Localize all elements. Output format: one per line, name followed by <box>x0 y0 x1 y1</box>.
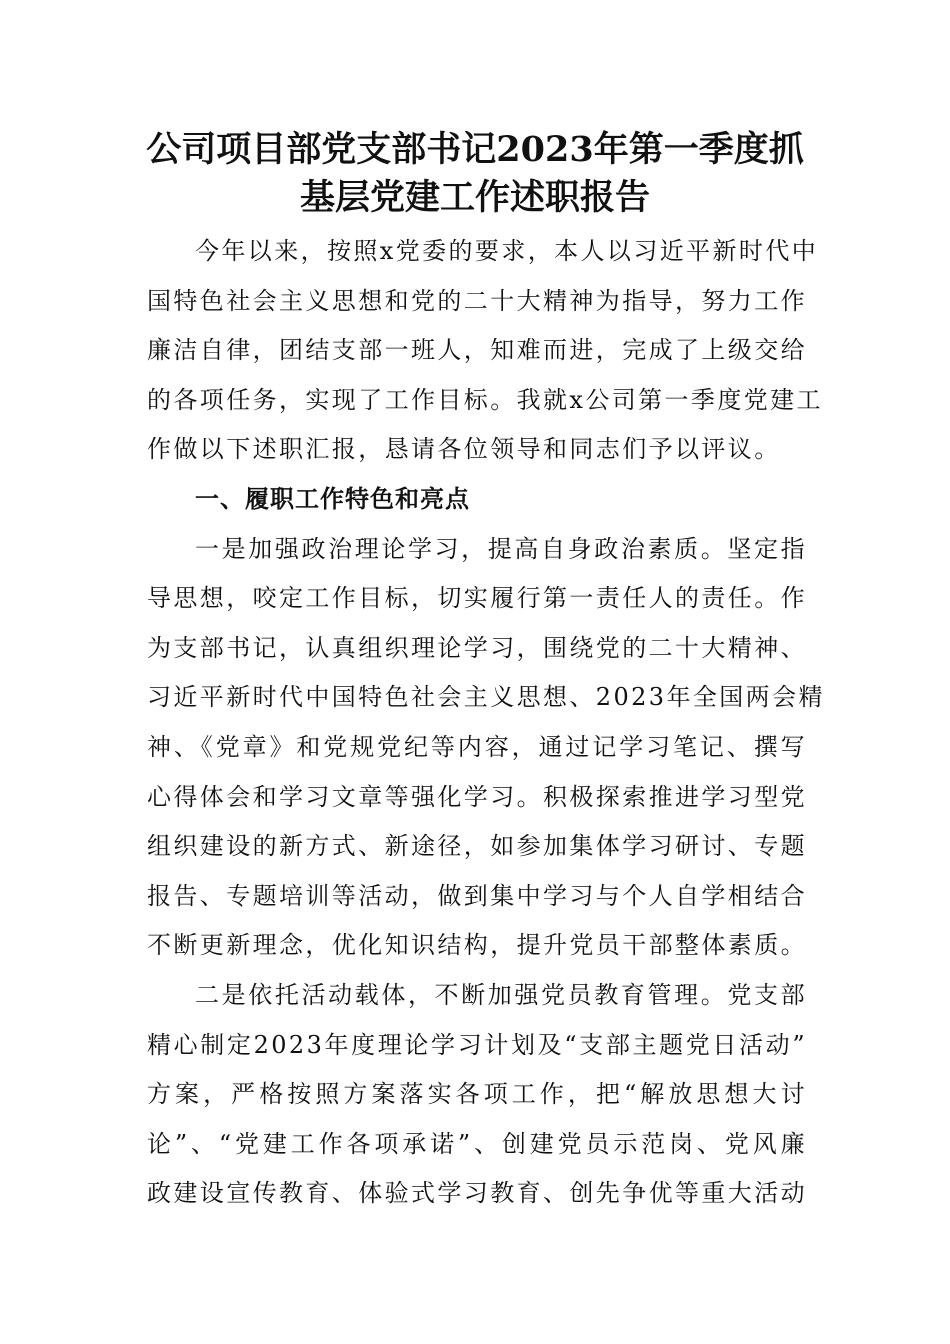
document-title <box>130 126 820 222</box>
text-line: 习近平新时代中国特色社会主义思想、2023年全国两会精 <box>147 683 825 712</box>
title-line-1: 公司项目部党支部书记2023年第一季度抓 <box>146 129 804 170</box>
text-line: 心得体会和学习文章等强化学习。积极探索推进学习型党 <box>147 782 807 811</box>
text-line: 国特色社会主义思想和党的二十大精神为指导，努力工作 <box>147 286 807 315</box>
text-line: 为支部书记，认真组织理论学习，围绕党的二十大精神、 <box>147 633 807 662</box>
text-line: 一是加强政治理论学习，提高自身政治素质。坚定指 <box>195 534 807 563</box>
text-line: 报告、专题培训等活动，做到集中学习与个人自学相结合 <box>147 881 807 910</box>
text-line: 政建设宣传教育、体验式学习教育、创先争优等重大活动 <box>147 1179 807 1208</box>
text-line: 精心制定2023年度理论学习计划及“支部主题党日活动” <box>147 1030 807 1059</box>
text-line: 二是依托活动载体，不断加强党员教育管理。党支部 <box>195 980 807 1009</box>
text-line: 今年以来，按照x党委的要求，本人以习近平新时代中 <box>195 237 819 265</box>
text-line: 导思想，咬定工作目标，切实履行第一责任人的责任。作 <box>147 584 807 613</box>
text-line: 不断更新理念，优化知识结构，提升党员干部整体素质。 <box>147 931 807 960</box>
text-line: 论”、“党建工作各项承诺”、创建党员示范岗、党风廉 <box>147 1129 807 1158</box>
text-line: 神、《党章》和党规党纪等内容，通过记学习笔记、撰写 <box>147 732 807 761</box>
title-line-2: 基层党建工作述职报告 <box>299 177 650 218</box>
document-body <box>147 227 825 1219</box>
text-line: 作做以下述职汇报，恳请各位领导和同志们予以评议。 <box>147 435 781 464</box>
text-line: 方案，严格按照方案落实各项工作，把“解放思想大讨 <box>147 1080 807 1109</box>
text-line: 廉洁自律，团结支部一班人，知难而进，完成了上级交给 <box>147 336 807 365</box>
text-line: 组织建设的新方式、新途径，如参加集体学习研讨、专题 <box>147 832 807 861</box>
body-paragraph-2 <box>147 971 807 1219</box>
text-line: 的各项任务，实现了工作目标。我就x公司第一季度党建工 <box>147 385 823 414</box>
body-paragraph-1 <box>147 525 825 971</box>
section-heading: 一、履职工作特色和亮点 <box>195 484 470 513</box>
intro-paragraph <box>147 227 823 475</box>
